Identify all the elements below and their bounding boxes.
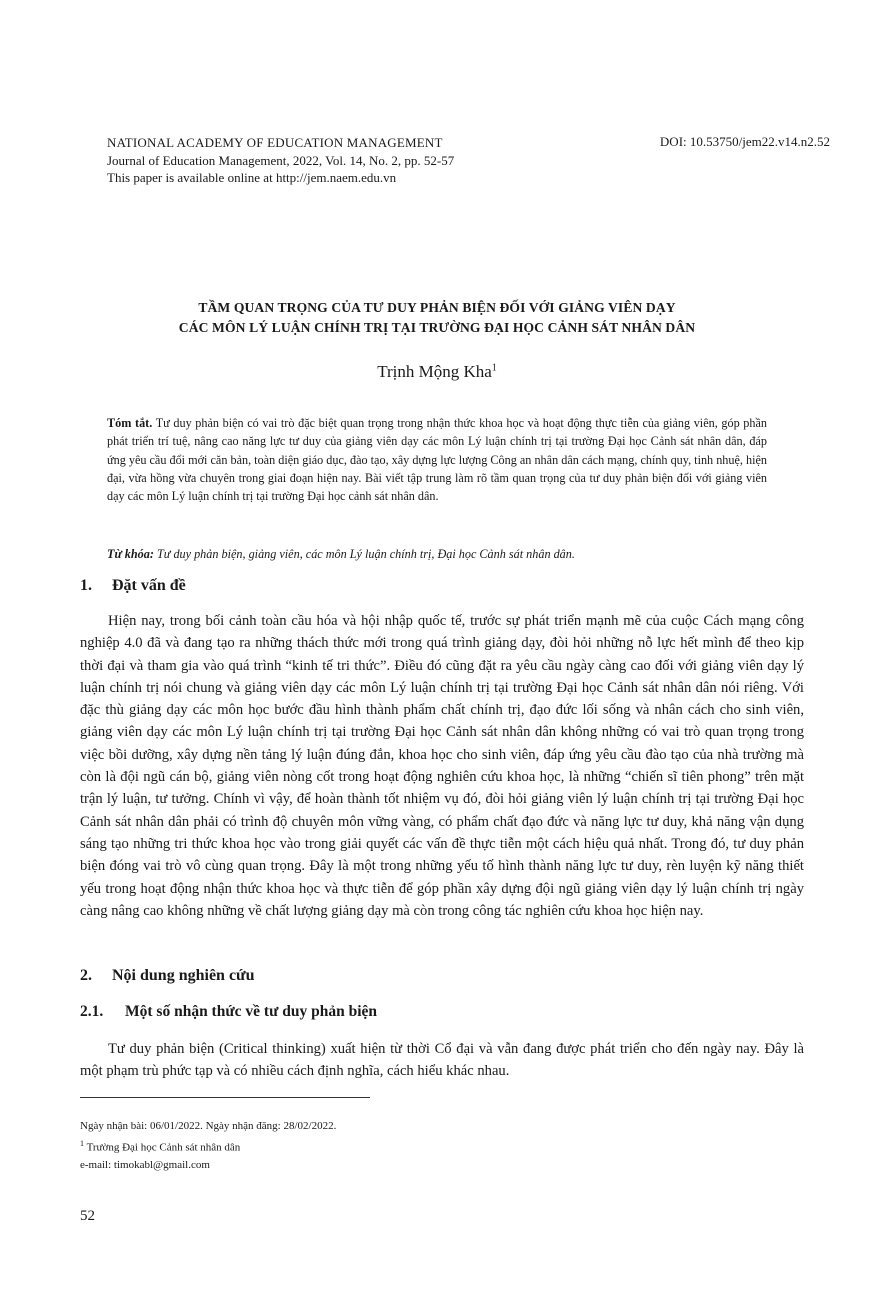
section-2-1-paragraph: Tư duy phản biện (Critical thinking) xuất hiện từ thời Cổ đại và vẫn đang được phát triển cho đến ngày nay. Đây là một phạm trù phức tạp và có nhiều cách định nghĩa, cách hiểu khác nhau.: [80, 1041, 804, 1080]
affiliation-text: Trường Đại học Cảnh sát nhân dân: [86, 1141, 241, 1154]
section-heading-1: [80, 577, 186, 595]
availability-note: This paper is available online at http://jem.naem.edu.vn: [107, 170, 397, 185]
footnote-mark: 1: [80, 1139, 84, 1148]
section-1-paragraph: Hiện nay, trong bối cảnh toàn cầu hóa và hội nhập quốc tế, trước sự phát triển mạnh mẽ của cuộc Cách mạng công nghiệp 4.0 đã và đang tạo ra những thách thức mới trong quá trình giảng dạy, đòi hỏi những nỗ lực hết mình để theo kịp thời đại và tham gia vào quá trình “kinh tế tri thức”. Điều đó cũng đặt ra yêu cầu ngày càng cao đối với giảng viên dạy lý luận chính trị nói chung và giảng viên dạy các môn Lý luận chính trị tại trường Đại học Cảnh sát nhân dân nói riêng. Với đặc thù giảng dạy các môn học bước đầu hình thành phẩm chất chính trị, đạo đức lối sống và nhân cách cho sinh viên, giảng viên dạy các môn Lý luận chính trị tại trường Đại học Cảnh sát nhân dân không những có vai trò quan trọng trong việc bồi dưỡng, xây dựng nền tảng lý luận đúng đắn, khoa học cho sinh viên, đáp ứng yêu cầu đào tạo của nhà trường mà còn là đội ngũ cán bộ, giảng viên nòng cốt trong hoạt động nghiên cứu khoa học, là những “chiến sĩ tiên phong” trên mặt trận lý luận, tư tưởng. Chính vì vậy, để hoàn thành tốt nhiệm vụ đó, đòi hỏi giảng viên lý luận chính trị tại trường Đại học Cảnh sát nhân dân phải có trình độ chuyên môn vững vàng, có phẩm chất đạo đức và năng lực tư duy, khả năng vận dụng sáng tạo những tri thức khoa học vào trong giải quyết các vấn đề thực tiễn một cách hiệu quả nhất. Trong đó, tư duy phản biện đóng vai trò vô cùng quan trọng. Đây là một trong những yếu tố hình thành năng lực tư duy, rèn luyện kỹ năng thiết yếu trong hoạt động nhận thức khoa học và thực tiễn để góp phần xây dựng đội ngũ giảng viên dạy lý luận chính trị ngày càng nâng cao không những về chất lượng giảng dạy mà còn trong công tác nghiên cứu khoa học hiện nay.: [80, 613, 804, 919]
keywords-label: Từ khóa:: [107, 547, 154, 561]
footnotes: [80, 1118, 336, 1174]
journal-header: [107, 134, 454, 187]
section-title: Đặt vấn đề: [112, 577, 186, 594]
footnote-divider: [80, 1097, 370, 1098]
abstract-label: Tóm tắt.: [107, 416, 153, 430]
abstract-text: Tư duy phản biện có vai trò đặc biệt quan trọng trong nhận thức khoa học và hoạt động thực tiễn của giảng viên, góp phần phát triển trí tuệ, nâng cao năng lực tư duy của giảng viên dạy các môn Lý luận chính trị tại trường Đại học Cảnh sát nhân dân, đáp ứng yêu cầu đổi mới căn bản, toàn diện giáo dục, đào tạo, xây dựng lực lượng Công an nhân dân cách mạng, chính quy, tinh nhuệ, hiện đại, vừa hồng vừa chuyên trong giai đoạn hiện nay. Bài viết tập trung làm rõ tầm quan trọng của tư duy phản biện đối với giảng viên dạy các môn Lý luận chính trị tại trường Đại học cảnh sát nhân dân.: [107, 416, 767, 504]
author-name: Trịnh Mộng Kha: [377, 362, 492, 381]
page-number: 52: [80, 1208, 95, 1224]
abstract: [107, 414, 767, 505]
section-number: 1.: [80, 577, 92, 594]
author: [0, 362, 874, 382]
affiliation-footnote: [80, 1135, 336, 1157]
email: e-mail: timokabl@gmail.com: [80, 1158, 210, 1171]
subsection-number: 2.1.: [80, 1003, 104, 1020]
keywords-text: Tư duy phản biện, giảng viên, các môn Lý luận chính trị, Đại học Cảnh sát nhân dân.: [156, 547, 575, 561]
section-heading-2: [80, 967, 255, 985]
section-title: Nội dung nghiên cứu: [112, 967, 255, 984]
received-dates: Ngày nhận bài: 06/01/2022. Ngày nhận đăng: 28/02/2022.: [80, 1120, 337, 1132]
subsection-title: Một số nhận thức về tư duy phản biện: [125, 1003, 378, 1020]
paper-title: [60, 298, 814, 338]
title-line-1: TẦM QUAN TRỌNG CỦA TƯ DUY PHẢN BIỆN ĐỐI VỚI GIẢNG VIÊN DẠY: [198, 300, 676, 315]
journal-citation: Journal of Education Management, 2022, Vol. 14, No. 2, pp. 52-57: [107, 152, 455, 168]
title-line-2: CÁC MÔN LÝ LUẬN CHÍNH TRỊ TẠI TRƯỜNG ĐẠI HỌC CẢNH SÁT NHÂN DÂN: [178, 320, 696, 335]
author-affiliation-mark: 1: [491, 362, 497, 374]
subsection-heading-2-1: [80, 1003, 377, 1021]
doi: DOI: 10.53750/jem22.v14.n2.52: [659, 134, 830, 149]
section-number: 2.: [80, 967, 92, 984]
institution-name: NATIONAL ACADEMY OF EDUCATION MANAGEMENT: [107, 135, 443, 150]
keywords: [107, 545, 767, 563]
